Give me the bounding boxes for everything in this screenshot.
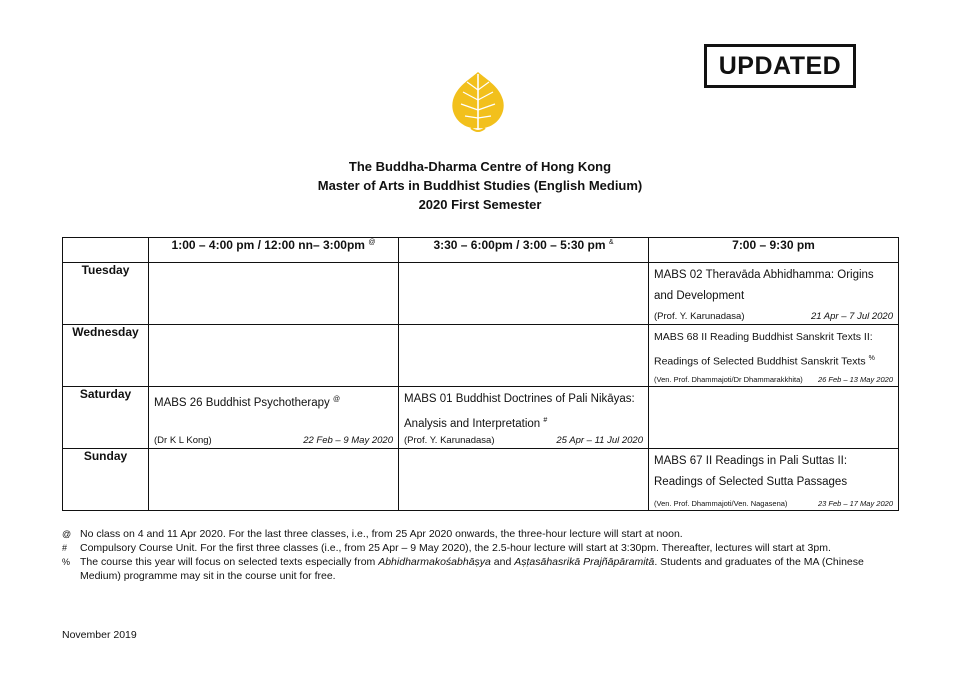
course-dates: 22 Feb – 9 May 2020: [303, 435, 393, 446]
course-teacher: (Prof. Y. Karunadasa): [404, 435, 495, 446]
course-title: MABS 67 II Readings in Pali Suttas II: Readings of Selected Sutta Passages: [654, 455, 848, 488]
course-slot: [649, 325, 899, 387]
course-title: MABS 26 Buddhist Psychotherapy @: [154, 396, 341, 409]
course-slot: [149, 387, 399, 449]
table-row: [63, 325, 899, 387]
footnotes: [62, 527, 898, 583]
course-teacher: (Prof. Y. Karunadasa): [654, 311, 745, 322]
footnote: [62, 527, 898, 541]
course-teacher: (Ven. Prof. Dhammajoti/Dr Dhammarakkhita): [654, 375, 803, 384]
empty-slot: [399, 449, 649, 511]
course-slot: [649, 263, 899, 325]
empty-slot: [399, 325, 649, 387]
programme-name: Master of Arts in Buddhist Studies (English Medium): [317, 178, 643, 193]
semester-name: 2020 First Semester: [418, 197, 542, 212]
centre-name: The Buddha-Dharma Centre of Hong Kong: [348, 159, 612, 174]
column-header: 1:00 – 4:00 pm / 12:00 nn– 3:00pm @: [149, 238, 399, 263]
empty-slot: [149, 263, 399, 325]
course-teacher: (Ven. Prof. Dhammajoti/Ven. Nagasena): [654, 499, 788, 508]
day-label: Wednesday: [63, 325, 149, 387]
day-label: Tuesday: [63, 263, 149, 325]
document-title-block: [0, 157, 960, 214]
document-date: November 2019: [62, 629, 137, 641]
footnote-mark: #: [62, 543, 68, 553]
course-dates: 23 Feb – 17 May 2020: [817, 499, 893, 508]
course-title: MABS 01 Buddhist Doctrines of Pali Nikāyas: Analysis and Interpretation #: [404, 393, 635, 430]
schedule-table: [62, 237, 899, 511]
footnote-mark: %: [62, 557, 71, 567]
table-row: [63, 263, 899, 325]
empty-slot: [149, 325, 399, 387]
footnote: [62, 541, 898, 555]
course-dates: 26 Feb – 13 May 2020: [817, 375, 893, 384]
footnote: [62, 555, 898, 583]
bodhi-leaf-icon: [449, 70, 507, 138]
day-label: Saturday: [63, 387, 149, 449]
course-dates: 21 Apr – 7 Jul 2020: [810, 311, 893, 322]
corner-cell: [63, 238, 149, 263]
course-teacher: (Dr K L Kong): [154, 435, 212, 446]
empty-slot: [399, 263, 649, 325]
table-row: [63, 449, 899, 511]
course-title: MABS 68 II Reading Buddhist Sanskrit Texts II: Readings of Selected Buddhist Sanskrit Texts %: [654, 331, 875, 368]
footnote-text: The course this year will focus on selected texts especially from Abhidharmakośabhāṣya and Aṣṭasāhasrikā Prajñāpāramitā. Students and graduates of the MA (Chinese Medium) programme may sit in the course unit for free.: [80, 556, 864, 582]
course-slot: [649, 449, 899, 511]
day-label: Sunday: [63, 449, 149, 511]
table-row: [63, 387, 899, 449]
footnote-mark: @: [62, 529, 72, 539]
column-header: 3:30 – 6:00pm / 3:00 – 5:30 pm &: [399, 238, 649, 263]
course-title: MABS 02 Theravāda Abhidhamma: Origins and Development: [654, 269, 874, 302]
footnote-text: Compulsory Course Unit. For the first three classes (i.e., from 25 Apr – 9 May 2020), the 2.5-hour lecture will start at 3:30pm. Thereafter, lectures will start at 3pm.: [80, 542, 831, 554]
empty-slot: [149, 449, 399, 511]
course-slot: [399, 387, 649, 449]
footnote-text: No class on 4 and 11 Apr 2020. For the last three classes, i.e., from 25 Apr 2020 onwards, the three-hour lecture will start at noon.: [80, 528, 683, 540]
header-row: [63, 238, 899, 263]
updated-stamp: UPDATED: [704, 44, 856, 88]
column-header: 7:00 – 9:30 pm: [649, 238, 899, 263]
course-dates: 25 Apr – 11 Jul 2020: [556, 435, 643, 446]
empty-slot: [649, 387, 899, 449]
